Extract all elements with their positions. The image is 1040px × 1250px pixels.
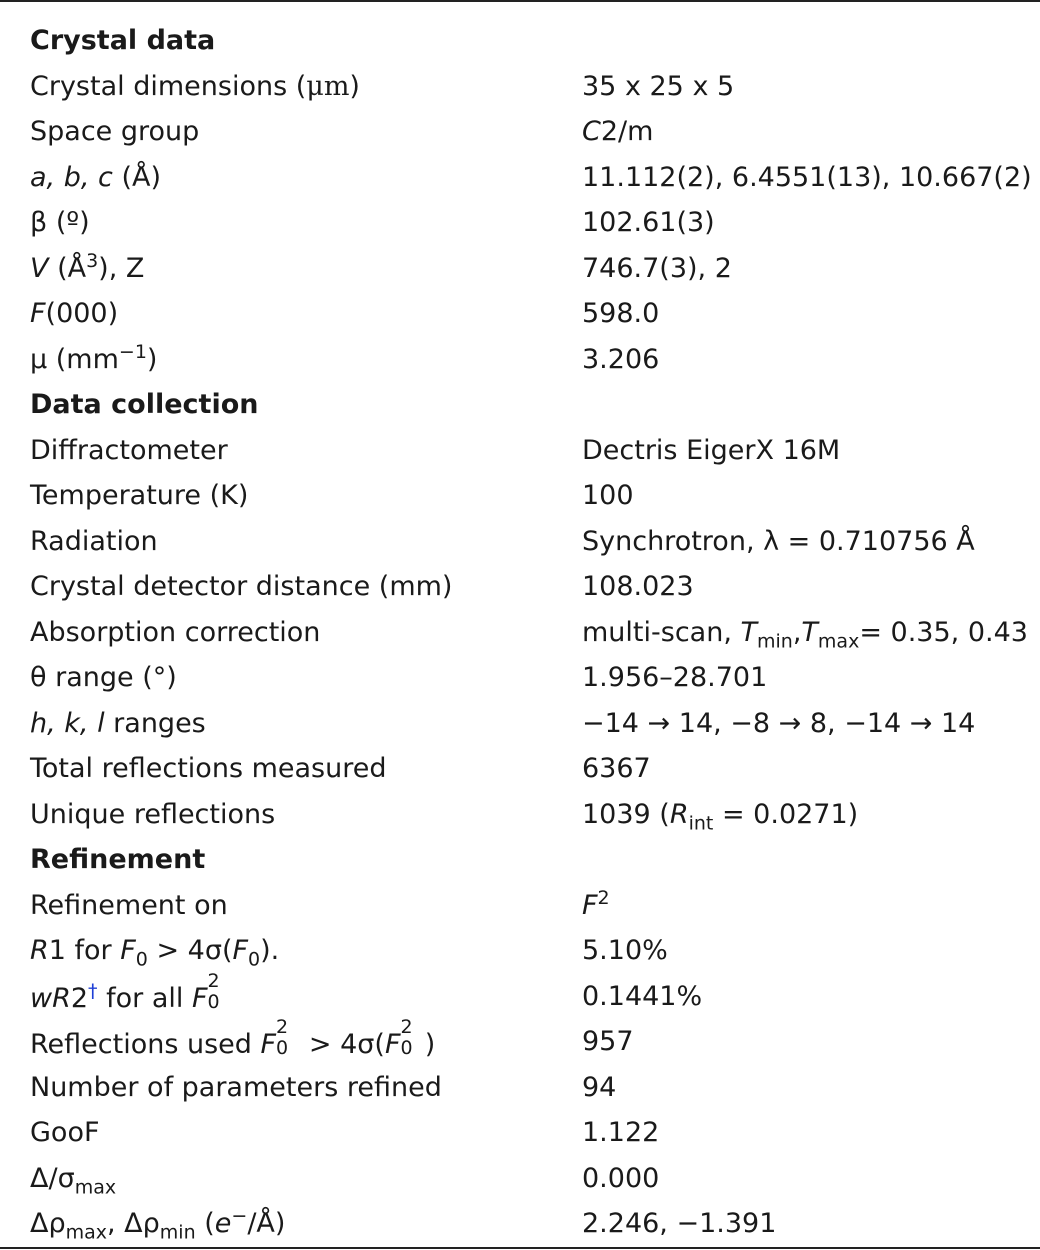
row-value: 3.206 (582, 343, 660, 375)
section-heading: Refinement (30, 844, 206, 876)
row-value: 6367 (582, 753, 651, 785)
table-row (0, 928, 1040, 974)
table-row (0, 1201, 1040, 1247)
row-label: Absorption correction (30, 616, 321, 648)
row-value: 11.112(2), 6.4551(13), 10.667(2) (582, 161, 1032, 193)
row-value: Synchrotron, λ = 0.710756 Å (582, 525, 975, 557)
row-value: 102.61(3) (582, 207, 715, 239)
row-label: Space group (30, 116, 200, 148)
row-value: 0.000 (582, 1162, 660, 1194)
table-row (0, 746, 1040, 792)
row-label: R1 for $F_0 > 4\sigma(F_0)$. (30, 935, 280, 971)
row-label: F(000) (30, 298, 119, 330)
row-label: Number of parameters refined (30, 1071, 442, 1103)
section-heading: Data collection (30, 389, 259, 421)
row-value: 746.7(3), 2 (582, 252, 732, 284)
table-row (0, 64, 1040, 110)
row-value: 1039 $(R_{int} = 0.0271)$ (582, 798, 859, 835)
row-label: θ range (°) (30, 662, 177, 694)
section-refinement (0, 837, 1040, 883)
row-value: C2/m (582, 116, 654, 148)
section-crystal-data (0, 18, 1040, 64)
row-value: Dectris EigerX 16M (582, 434, 841, 466)
section-heading: Crystal data (30, 25, 216, 57)
row-label: Refinement on (30, 889, 228, 921)
row-label: wR2† for all F 2 0 (30, 970, 220, 1015)
row-value: −14 → 14, −8 → 8, −14 → 14 (582, 707, 976, 739)
row-value: $F^2$ (582, 886, 610, 921)
row-label: a, b, c (Å) (30, 161, 161, 193)
table-row (0, 519, 1040, 565)
table-row (0, 1156, 1040, 1202)
row-value: 957 (582, 1026, 634, 1058)
row-label: GooF (30, 1117, 100, 1149)
row-label: μ $(mm^{-1})$ (30, 340, 158, 375)
table-row (0, 1019, 1040, 1065)
row-label: Crystal detector distance (mm) (30, 571, 453, 603)
row-value: multi-scan, $T_{min},T_{max}= 0.35$, 0.43 (582, 616, 1028, 653)
row-value: 598.0 (582, 298, 660, 330)
table-row (0, 473, 1040, 519)
table-row (0, 200, 1040, 246)
section-data-collection (0, 382, 1040, 428)
table-row (0, 1065, 1040, 1111)
row-label: Diffractometer (30, 434, 228, 466)
row-label: β (º) (30, 207, 90, 239)
row-label: Crystal dimensions (μm) (30, 70, 360, 102)
table-row (0, 155, 1040, 201)
row-label: Total reflections measured (30, 753, 387, 785)
table-row (0, 974, 1040, 1020)
table-row (0, 701, 1040, 747)
row-value: 108.023 (582, 571, 694, 603)
row-value: 5.10% (582, 935, 668, 967)
row-label: $\Delta\rho_{max}$, $\Delta\rho_{min}$ (e−/Å) (30, 1205, 286, 1244)
table-row (0, 792, 1040, 838)
table-row (0, 291, 1040, 337)
row-label: Radiation (30, 525, 158, 557)
row-value: 1.122 (582, 1117, 660, 1149)
bottom-rule (0, 1247, 1040, 1249)
row-label: Reflections used F 2 0 > 4σ(F 2 0 ) (30, 1015, 436, 1060)
row-label: V $(Å^3)$, Z (30, 249, 145, 284)
data-table (0, 18, 1040, 1247)
table-row (0, 428, 1040, 474)
table-row (0, 246, 1040, 292)
row-label: Unique reflections (30, 798, 276, 830)
row-value: 100 (582, 480, 634, 512)
row-value: 1.956–28.701 (582, 662, 768, 694)
row-label: Temperature (K) (30, 480, 249, 512)
dagger-footnote-link[interactable]: † (88, 980, 98, 1003)
table-row (0, 564, 1040, 610)
table-row (0, 1110, 1040, 1156)
table-row (0, 337, 1040, 383)
row-value: 94 (582, 1071, 617, 1103)
table-row (0, 610, 1040, 656)
row-value: 2.246, −1.391 (582, 1208, 777, 1240)
table-row (0, 655, 1040, 701)
table-row (0, 883, 1040, 929)
table-row (0, 109, 1040, 155)
row-value: 0.1441% (582, 980, 703, 1012)
row-label: h, k, l ranges (30, 707, 206, 739)
row-label: $\Delta/\sigma_{max}$ (30, 1162, 117, 1199)
row-value: 35 x 25 x 5 (582, 70, 735, 102)
